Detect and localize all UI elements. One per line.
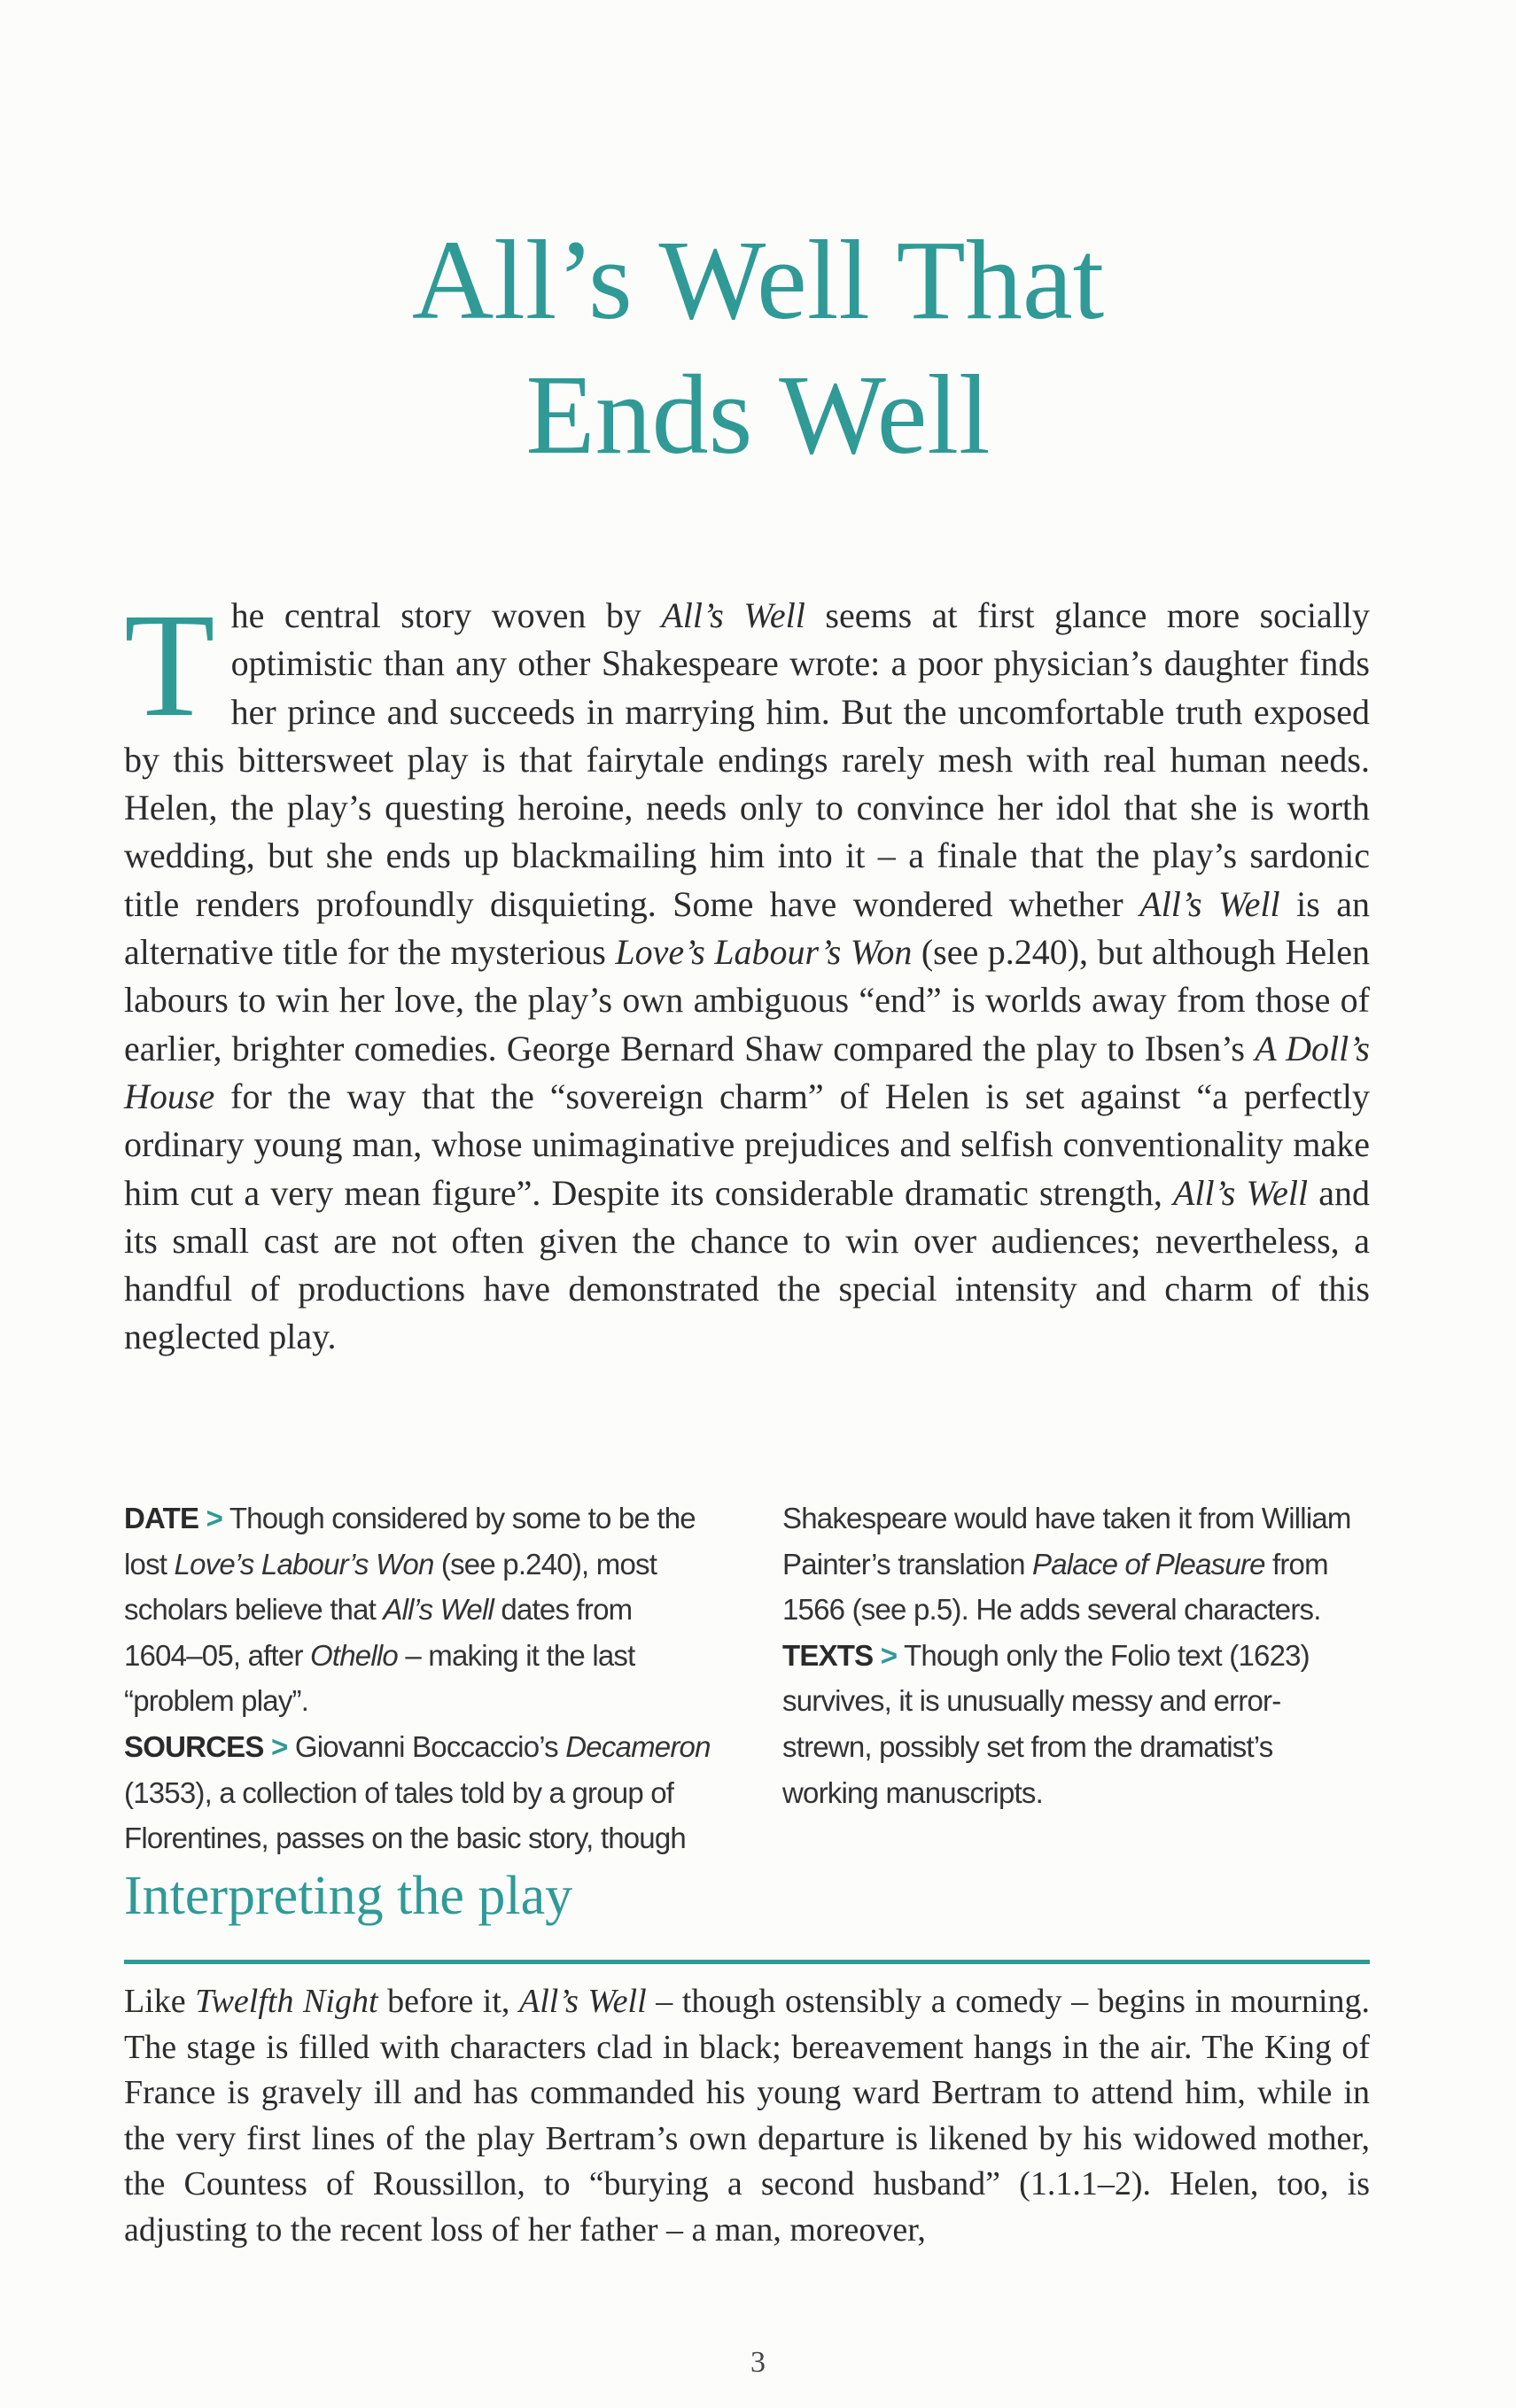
fact-label: DATE — [124, 1502, 199, 1534]
fact-text: Though only the Folio text (1623) survives, it is unusually messy and error-strewn, possibly set from the dramatist’s working manuscripts. — [782, 1638, 1310, 1809]
title-line-2: Ends Well — [525, 352, 991, 478]
play-facts — [124, 1495, 1370, 1861]
intro-italic: Love’s Labour’s Won — [615, 932, 913, 973]
intro-italic: All’s Well — [661, 595, 805, 635]
chevron-right-icon: > — [880, 1638, 898, 1672]
intro-text: is an alternative title for the mysterious — [124, 883, 1370, 973]
chevron-right-icon: > — [206, 1502, 223, 1534]
intro-paragraph — [124, 583, 1370, 1362]
intro-text: (see p.240), but although Helen labours to win her love, the play’s own ambiguous “end” is worlds away from those of earlier, brighter comedies. George Bernard Shaw compared the play to Ibsen’s — [124, 932, 1370, 1068]
fact-text: from 1566 (see p.5). He adds several characters. — [782, 1547, 1328, 1627]
intro-text: for the way that the “sovereign charm” of Helen is set against “a perfectly ordinary young man, whose unimaginative prejudices and selfish conventionality make him cut a very mean figure”. Despite its considerable dramatic strength, — [124, 1076, 1370, 1213]
fact-text: dates from 1604–05, after — [124, 1593, 633, 1672]
fact-text: – making it the last “problem play”. — [124, 1638, 635, 1718]
body-text: before it, — [377, 1983, 520, 2020]
fact-italic: All’s Well — [383, 1593, 494, 1627]
fact-text: Though considered by some to be the lost — [124, 1502, 696, 1581]
page-title — [0, 213, 1516, 482]
chevron-right-icon: > — [270, 1729, 288, 1763]
fact-italic: Decameron — [565, 1729, 711, 1763]
fact-italic: Othello — [310, 1638, 398, 1672]
fact-label: TEXTS — [782, 1638, 874, 1672]
drop-cap: T — [124, 583, 215, 748]
body-text: – though ostensibly a comedy – begins in mourning. The stage is filled with characters clad in black; bereavement hangs in the air. The King of France is gravely ill and has commanded his young ward Bertram to attend him, while in the very first lines of the play Bertram’s own departure is likened by his widowed mother, the Countess of Roussillon, to “burying a second husband” (1.1.1–2). Helen, too, is adjusting to the recent loss of her father – a man, moreover, — [124, 1983, 1370, 2249]
body-paragraph — [124, 1979, 1370, 2253]
body-text: Like — [124, 1983, 196, 2020]
intro-text: and its small cast are not often given the chance to win over audiences; nevertheless, a handful of productions have demonstrated the special intensity and charm of this neglected play. — [124, 1172, 1370, 1357]
intro-italic: All’s Well — [1139, 883, 1280, 924]
fact-date — [124, 1495, 711, 1724]
section-divider — [124, 1960, 1370, 1964]
intro-italic: A Doll’s House — [124, 1028, 1370, 1116]
body-italic: Twelfth Night — [195, 1983, 378, 2020]
title-line-1: All’s Well That — [411, 217, 1105, 343]
intro-text: seems at first glance more socially optimistic than any other Shakespeare wrote: a poor physician’s daughter finds her prince and succeeds in marrying him. But the uncomfortable truth exposed by this bittersweet play is that fairytale endings rarely mesh with real human needs. Helen, the play’s questing heroine, needs only to convince her idol that she is worth wedding, but she ends up blackmailing him into it – a finale that the play’s sardonic title renders profoundly disquieting. Some have wondered whether — [124, 595, 1370, 924]
fact-italic: Palace of Pleasure — [1032, 1547, 1265, 1581]
page-number: 3 — [750, 2346, 766, 2379]
fact-label: SOURCES — [124, 1729, 264, 1763]
fact-text: (1353), a collection of tales told by a group of Florentines, passes on the basic story, though Shakespeare would have taken it from William Painter’s translation — [124, 1502, 1351, 1855]
fact-italic: Love’s Labour’s Won — [174, 1547, 434, 1581]
fact-texts — [782, 1633, 1370, 1815]
intro-italic: All’s Well — [1172, 1172, 1309, 1213]
fact-text: Giovanni Boccaccio’s — [287, 1729, 566, 1763]
section-heading: Interpreting the play — [124, 1866, 573, 1926]
fact-text: (see p.240), most scholars believe that — [124, 1547, 657, 1627]
body-italic: All’s Well — [519, 1983, 647, 2020]
intro-text: he central story woven by — [230, 595, 662, 635]
